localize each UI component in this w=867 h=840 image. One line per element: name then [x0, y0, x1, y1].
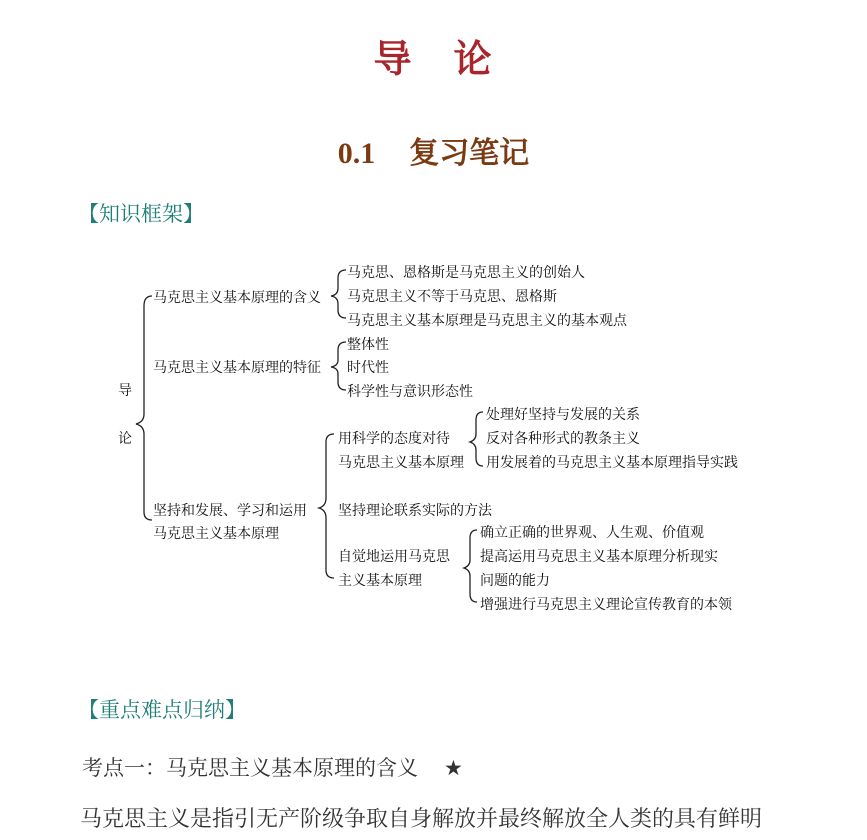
chapter-title: 导 论: [373, 37, 494, 81]
root-label-1: 导: [118, 383, 132, 399]
branch1-item: 马克思主义不等于马克思、恩格斯: [347, 289, 557, 305]
sub3-label-line1: 自觉地运用马克思: [338, 549, 450, 565]
subtitle-text: 复习笔记: [409, 136, 530, 171]
branch2-brace: [331, 342, 346, 390]
sub3-item: 增强进行马克思主义理论宣传教育的本领: [480, 597, 732, 613]
sub3-item: 确立正确的世界观、人生观、价值观: [480, 525, 704, 541]
branch3-label-line1: 坚持和发展、学习和运用: [153, 503, 307, 519]
sub3-label-line2: 主义基本原理: [338, 573, 422, 589]
body-paragraph: 马克思主义是指引无产阶级争取自身解放并最终解放全人类的具有鲜明: [80, 807, 763, 832]
branch1-label: 马克思主义基本原理的含义: [153, 290, 321, 306]
sub3-item: 问题的能力: [480, 573, 550, 589]
sub1-item: 处理好坚持与发展的关系: [486, 407, 640, 423]
key-point-1: [82, 752, 463, 782]
branch2-item: 时代性: [347, 360, 389, 376]
sub1-label-line1: 用科学的态度对待: [338, 431, 450, 447]
branch2-item: 整体性: [347, 337, 389, 353]
key-point-1-label: 考点一：马克思主义基本原理的含义: [82, 756, 418, 780]
sub1-item: 用发展着的马克思主义基本原理指导实践: [486, 455, 738, 471]
framework-heading: 【知识框架】: [78, 202, 204, 226]
branch1-brace: [331, 270, 346, 318]
branch3-brace: [319, 434, 334, 578]
sub1-brace: [470, 412, 483, 466]
main-brace: [136, 296, 152, 520]
branch1-item: 马克思主义基本原理是马克思主义的基本观点: [347, 313, 627, 329]
branch2-label: 马克思主义基本原理的特征: [153, 360, 321, 376]
branch2-item: 科学性与意识形态性: [347, 384, 473, 400]
branch3-label-line2: 马克思主义基本原理: [153, 526, 279, 542]
branch1-item: 马克思、恩格斯是马克思主义的创始人: [347, 265, 585, 281]
sub1-item: 反对各种形式的教条主义: [486, 431, 640, 447]
subtitle-number: 0.1: [337, 137, 376, 170]
root-label-2: 论: [118, 431, 132, 447]
sub1-label-line2: 马克思主义基本原理: [338, 455, 464, 471]
sub3-item: 提高运用马克思主义基本原理分析现实: [480, 549, 718, 565]
key-points-heading: 【重点难点归纳】: [78, 698, 246, 722]
sub2-label: 坚持理论联系实际的方法: [338, 503, 492, 519]
star-icon: ★: [444, 756, 463, 780]
sub3-brace: [464, 530, 477, 602]
